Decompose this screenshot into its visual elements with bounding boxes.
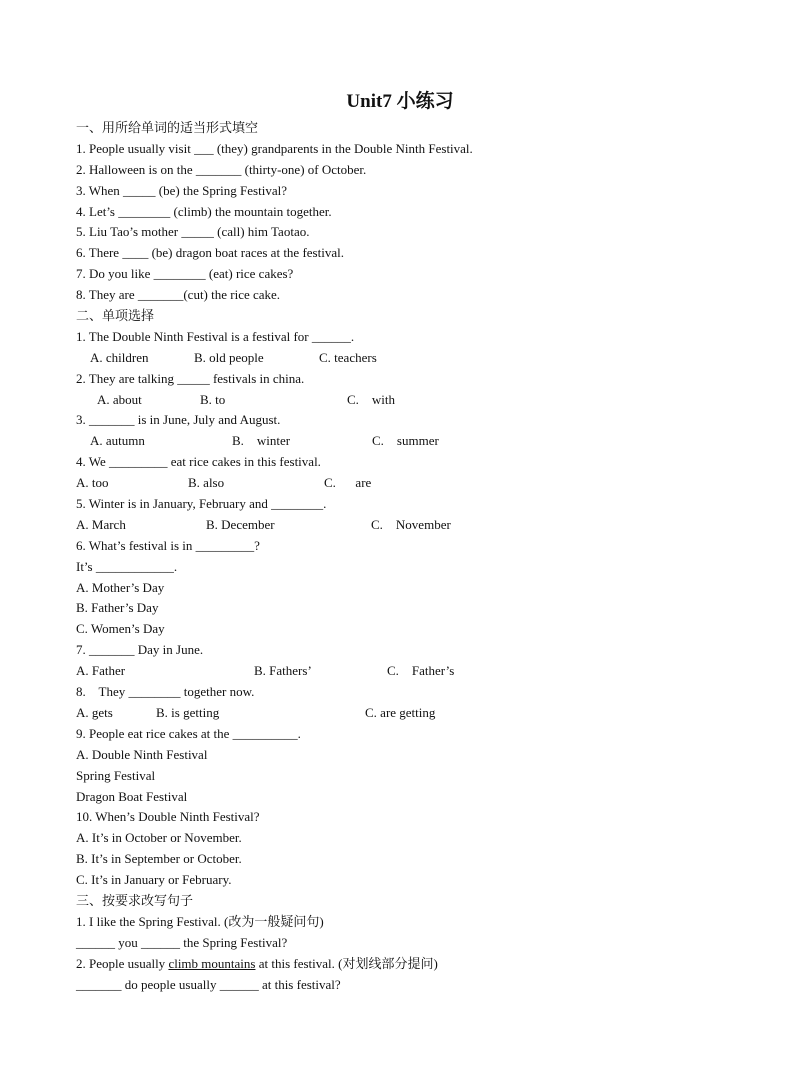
option-a: A. Double Ninth Festival (76, 746, 208, 762)
option-b: B. Father’s Day (76, 600, 159, 616)
option-a: A. about (97, 391, 142, 407)
mc-question-8-options (76, 703, 756, 724)
mc-question-4-options (76, 473, 756, 494)
option-a: A. It’s in October or November. (76, 830, 242, 846)
mc-question-9-stem: 9. People eat rice cakes at the __________. (76, 725, 301, 741)
mc-question-2-options (76, 390, 756, 411)
option-a: A. children (90, 349, 149, 365)
option-c: C. teachers (319, 349, 377, 365)
option-c: Dragon Boat Festival (76, 788, 188, 804)
fill-blank-item-7: 7. Do you like ________ (eat) rice cakes? (76, 266, 294, 282)
fill-blank-item-6: 6. There ____ (be) dragon boat races at the festival. (76, 245, 344, 261)
option-a: A. too (76, 475, 109, 491)
mc-question-7-options (76, 661, 756, 682)
mc-question-10-stem: 10. When’s Double Ninth Festival? (76, 809, 260, 825)
option-a: A. Mother’s Day (76, 579, 165, 595)
mc-question-1-stem: 1. The Double Ninth Festival is a festival for ______. (76, 328, 355, 344)
section-1-heading: 一、用所给单词的适当形式填空 (76, 120, 259, 135)
mc-question-6-stem: 6. What’s festival is in _________? (76, 537, 260, 553)
stem-suffix: at this festival. (对划线部分提问) (255, 955, 438, 971)
option-c: C. are (324, 475, 372, 491)
fill-blank-item-4: 4. Let’s ________ (climb) the mountain together. (76, 203, 332, 219)
option-b: B. also (188, 475, 225, 491)
option-b: B. to (200, 391, 226, 407)
mc-question-1-options (76, 348, 756, 369)
option-c: C. are getting (365, 704, 436, 720)
option-c: C. It’s in January or February. (76, 872, 232, 888)
option-c: C. Women’s Day (76, 621, 165, 637)
fill-blank-item-3: 3. When _____ (be) the Spring Festival? (76, 182, 287, 198)
option-c: C. November (371, 516, 451, 532)
option-b: B. is getting (156, 704, 220, 720)
page-title: Unit7 小练习 (346, 91, 454, 112)
section-3-heading: 三、按要求改写句子 (76, 892, 194, 908)
mc-question-7-stem: 7. _______ Day in June. (76, 642, 204, 658)
mc-question-4-stem: 4. We _________ eat rice cakes in this festival. (76, 454, 321, 470)
fill-blank-item-5: 5. Liu Tao’s mother _____ (call) him Taotao. (76, 224, 310, 240)
fill-blank-item-1: 1. People usually visit ___ (they) grandparents in the Double Ninth Festival. (76, 140, 473, 156)
option-a: A. Father (76, 663, 126, 679)
mc-question-3-options (76, 431, 756, 452)
worksheet-body (76, 118, 756, 995)
mc-question-3-stem: 3. _______ is in June, July and August. (76, 412, 281, 428)
section-2-heading: 二、单项选择 (76, 308, 155, 324)
rewrite-question-1-answer: ______ you ______ the Spring Festival? (76, 934, 288, 950)
option-b: B. old people (194, 349, 264, 365)
rewrite-question-2-answer: _______ do people usually ______ at this festival? (76, 976, 341, 992)
option-b: B. winter (232, 433, 291, 449)
mc-question-2-stem: 2. They are talking _____ festivals in china. (76, 370, 305, 386)
option-c: C. with (347, 391, 396, 407)
mc-question-6-stem-2: It’s ____________. (76, 558, 178, 574)
option-b: B. Fathers’ (254, 663, 312, 679)
option-b: Spring Festival (76, 767, 156, 783)
mc-question-8-stem: 8. They ________ together now. (76, 684, 255, 700)
option-c: C. summer (372, 433, 439, 449)
mc-question-5-stem: 5. Winter is in January, February and ________. (76, 496, 327, 512)
fill-blank-item-2: 2. Halloween is on the _______ (thirty-one) of October. (76, 161, 367, 177)
rewrite-question-2-stem (76, 954, 756, 975)
rewrite-question-1-stem: 1. I like the Spring Festival. (改为一般疑问句) (76, 913, 324, 929)
stem-prefix: 2. People usually (76, 955, 169, 971)
option-a: A. autumn (90, 433, 145, 449)
fill-blank-item-8: 8. They are _______(cut) the rice cake. (76, 287, 281, 303)
mc-question-5-options (76, 515, 756, 536)
option-a: A. March (76, 516, 126, 532)
option-a: A. gets (76, 704, 113, 720)
option-b: B. December (206, 516, 275, 532)
option-c: C. Father’s (387, 663, 455, 679)
underlined-phrase: climb mountains (168, 955, 256, 971)
option-b: B. It’s in September or October. (76, 851, 242, 867)
